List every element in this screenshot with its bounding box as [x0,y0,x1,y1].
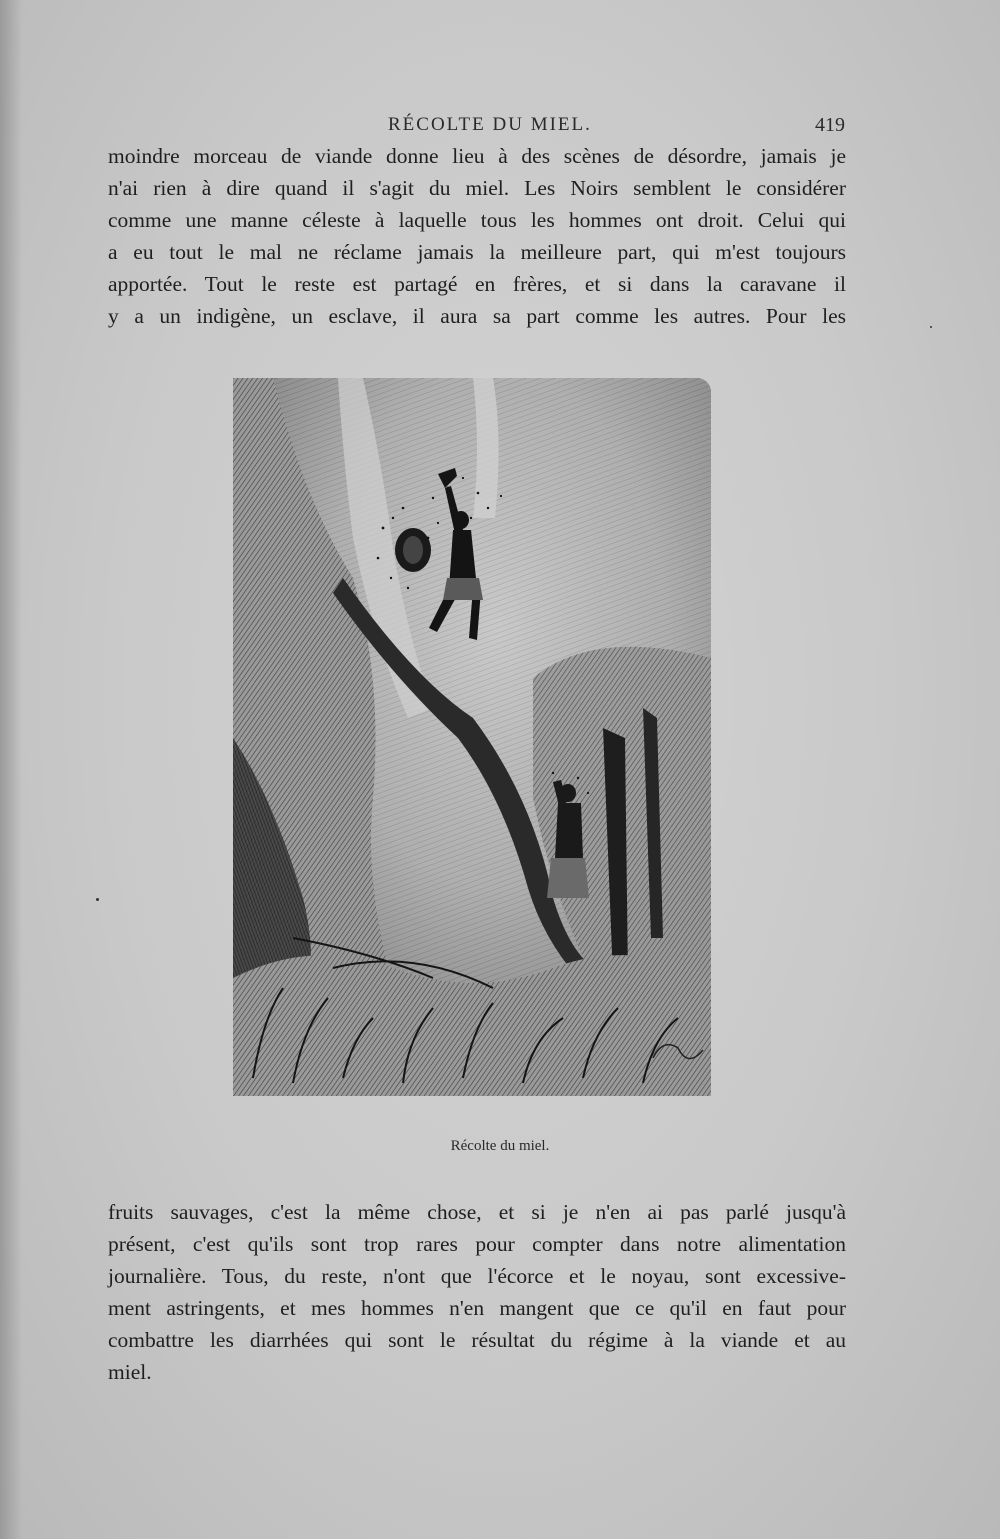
page-number: 419 [815,114,845,136]
text-line: n'ai rien à dire quand il s'agit du miel. Les Noirs semblent le considérer [108,176,846,200]
engraving-illustration [233,378,711,1096]
honey-harvest-engraving [233,378,711,1096]
text-line: a eu tout le mal ne réclame jamais la meilleure part, qui m'est toujours [108,240,846,264]
text-line: combattre les diarrhées qui sont le résultat du régime à la viande et au [108,1328,846,1352]
text-line: miel. [108,1360,152,1384]
text-line: moindre morceau de viande donne lieu à des scènes de désordre, jamais je [108,144,846,168]
running-title: RÉCOLTE DU MIEL. [388,114,592,135]
paper-speck [930,326,932,328]
text-line: comme une manne céleste à laquelle tous les hommes ont droit. Celui qui [108,208,846,232]
page-gutter-shadow [0,0,22,1539]
text-line: y a un indigène, un esclave, il aura sa part comme les autres. Pour les [108,304,846,328]
paper-speck [96,898,99,901]
top-paragraph [108,140,846,332]
text-line: journalière. Tous, du reste, n'ont que l'écorce et le noyau, sont excessive- [108,1264,846,1288]
figure-caption: Récolte du miel. [450,1138,550,1154]
text-line: apportée. Tout le reste est partagé en frères, et si dans la caravane il [108,272,846,296]
text-line: ment astringents, et mes hommes n'en mangent que ce qu'il en faut pour [108,1296,846,1320]
text-line: fruits sauvages, c'est la même chose, et si je n'en ai pas parlé jusqu'à [108,1200,846,1224]
text-line: présent, c'est qu'ils sont trop rares pour compter dans notre alimentation [108,1232,846,1256]
bottom-paragraph [108,1196,846,1388]
